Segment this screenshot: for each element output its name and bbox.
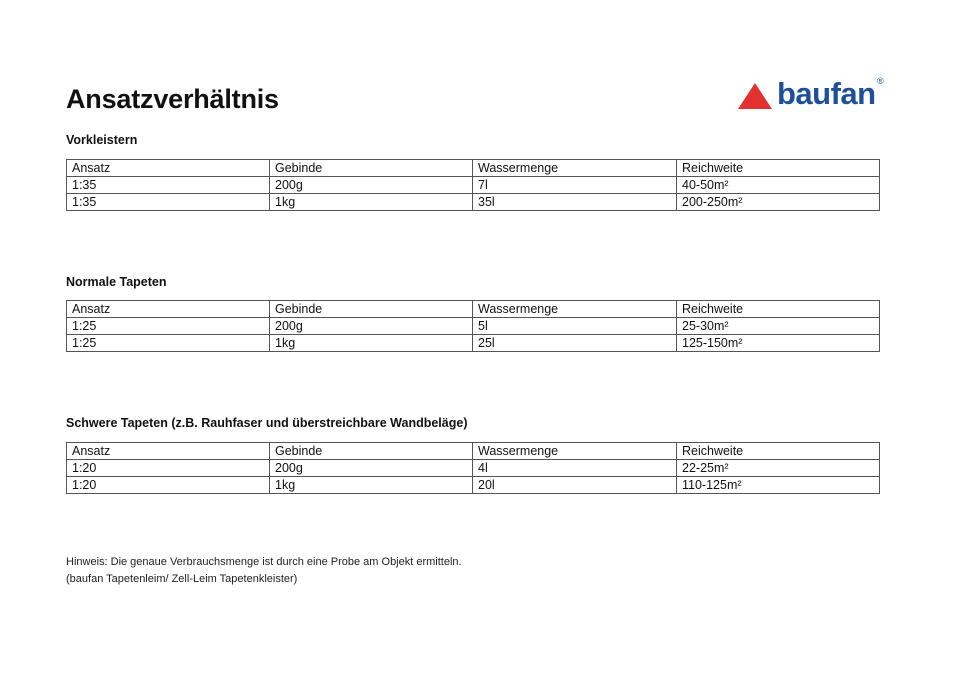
table-row [67, 335, 880, 352]
table-cell: 1:25 [67, 318, 270, 335]
logo-text: baufan [777, 76, 876, 111]
table-cell: 200-250m² [677, 194, 880, 211]
header-cell: Reichweite [677, 443, 880, 460]
logo-registered-mark: ® [876, 76, 884, 86]
table-normale-tapeten [66, 300, 880, 352]
section-title-vorkleistern: Vorkleistern [66, 133, 138, 147]
table-cell: 1:35 [67, 194, 270, 211]
table-cell: 1kg [270, 335, 473, 352]
table-cell: 35l [473, 194, 677, 211]
table-row [67, 177, 880, 194]
logo-triangle-icon [737, 82, 773, 110]
table-cell: 4l [473, 460, 677, 477]
table-header-row [67, 160, 880, 177]
header-cell: Ansatz [67, 443, 270, 460]
table-cell: 7l [473, 177, 677, 194]
table-cell: 110-125m² [677, 477, 880, 494]
table-row [67, 477, 880, 494]
section-title-schwere-tapeten: Schwere Tapeten (z.B. Rauhfaser und überstreichbare Wandbeläge) [66, 416, 468, 430]
table-cell: 25l [473, 335, 677, 352]
table-cell: 125-150m² [677, 335, 880, 352]
header-cell: Gebinde [270, 301, 473, 318]
table-cell: 1:20 [67, 460, 270, 477]
header-cell: Reichweite [677, 301, 880, 318]
header-cell: Wassermenge [473, 443, 677, 460]
header-cell: Wassermenge [473, 301, 677, 318]
table-cell: 5l [473, 318, 677, 335]
header-cell: Ansatz [67, 160, 270, 177]
header-cell: Reichweite [677, 160, 880, 177]
table-cell: 20l [473, 477, 677, 494]
header-cell: Ansatz [67, 301, 270, 318]
table-row [67, 318, 880, 335]
header-cell: Gebinde [270, 160, 473, 177]
table-cell: 200g [270, 460, 473, 477]
table-vorkleistern [66, 159, 880, 211]
table-cell: 1:20 [67, 477, 270, 494]
table-row [67, 460, 880, 477]
table-cell: 1kg [270, 194, 473, 211]
table-header-row [67, 443, 880, 460]
table-cell: 200g [270, 318, 473, 335]
header-cell: Wassermenge [473, 160, 677, 177]
table-row [67, 194, 880, 211]
product-note: (baufan Tapetenleim/ Zell-Leim Tapetenkleister) [66, 573, 298, 585]
section-title-normale-tapeten: Normale Tapeten [66, 275, 167, 289]
table-cell: 40-50m² [677, 177, 880, 194]
table-cell: 200g [270, 177, 473, 194]
page-title: Ansatzverhältnis [66, 84, 279, 114]
table-schwere-tapeten [66, 442, 880, 494]
baufan-logo [737, 76, 884, 111]
table-cell: 22-25m² [677, 460, 880, 477]
table-cell: 1:25 [67, 335, 270, 352]
table-cell: 25-30m² [677, 318, 880, 335]
hint-note: Hinweis: Die genaue Verbrauchsmenge ist durch eine Probe am Objekt ermitteln. [66, 556, 462, 568]
table-header-row [67, 301, 880, 318]
table-cell: 1kg [270, 477, 473, 494]
table-cell: 1:35 [67, 177, 270, 194]
header-cell: Gebinde [270, 443, 473, 460]
